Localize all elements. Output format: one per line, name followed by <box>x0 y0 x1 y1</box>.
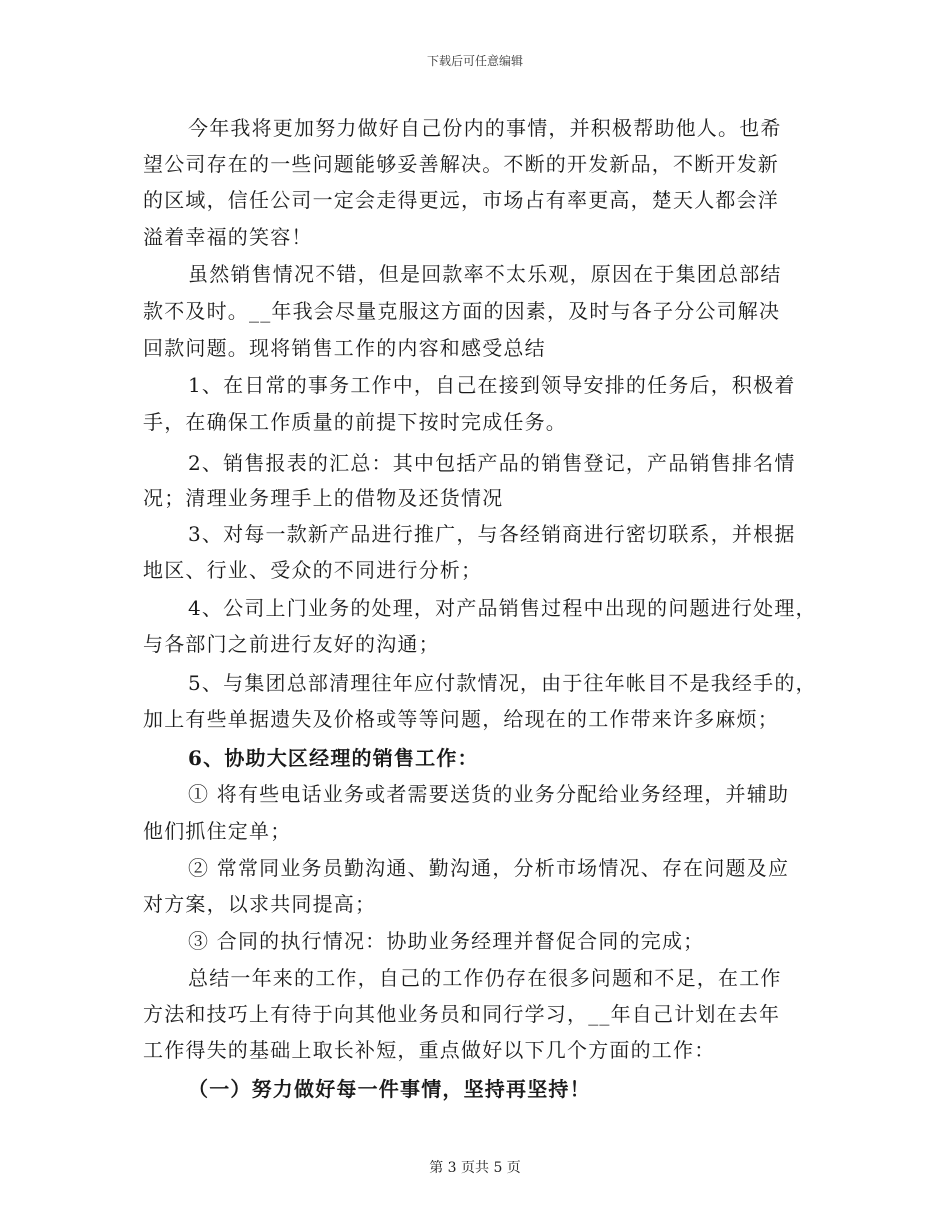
text-line: 手，在确保工作质量的前提下按时完成任务。 <box>143 410 567 434</box>
text-line: 回款问题。现将销售工作的内容和感受总结 <box>143 336 546 360</box>
text-line: 的区域，信任公司一定会走得更远，市场占有率更高，楚天人都会洋 <box>143 188 779 212</box>
text-line: 4、公司上门业务的处理，对产品销售过程中出现的问题进行处理， <box>188 596 817 620</box>
text-line: 今年我将更加努力做好自己份内的事情，并积极帮助他人。也希 <box>188 116 782 140</box>
section-heading: （一）努力做好每一件事情，坚持再坚持！ <box>188 1077 591 1101</box>
text-line: 总结一年来的工作，自己的工作仍存在很多问题和不足，在工作 <box>188 966 782 990</box>
text-line: 对方案，以求共同提高； <box>143 892 377 916</box>
text-line: 2、销售报表的汇总：其中包括产品的销售登记，产品销售排名情 <box>188 451 796 475</box>
text-line: 工作得失的基础上取长补短，重点做好以下几个方面的工作： <box>143 1038 716 1062</box>
page-footer: 第 3 页共 5 页 <box>429 1160 521 1176</box>
text-line: 虽然销售情况不错，但是回款率不太乐观，原因在于集团总部结 <box>188 262 782 286</box>
text-line: 溢着幸福的笑容！ <box>143 225 313 249</box>
section-heading: 6、协助大区经理的销售工作： <box>188 746 479 770</box>
text-line: 3、对每一款新产品进行推广，与各经销商进行密切联系，并根据 <box>188 522 796 546</box>
text-line: ① 将有些电话业务或者需要送货的业务分配给业务经理，并辅助 <box>188 782 790 806</box>
text-line: 方法和技巧上有待于向其他业务员和同行学习，__年自己计划在去年 <box>143 1002 781 1026</box>
text-line: 加上有些单据遗失及价格或等等问题，给现在的工作带来许多麻烦； <box>143 707 779 731</box>
text-line: 他们抓住定单； <box>143 819 292 843</box>
text-line: 地区、行业、受众的不同进行分析； <box>143 558 483 582</box>
text-line: ② 常常同业务员勤沟通、勤沟通，分析市场情况、存在问题及应 <box>188 856 790 880</box>
text-line: 5、与集团总部清理往年应付款情况，由于往年帐目不是我经手的， <box>188 671 817 695</box>
page-header: 下载后可任意编辑 <box>426 54 523 68</box>
text-line: 与各部门之前进行友好的沟通； <box>143 632 440 656</box>
text-line: 1、在日常的事务工作中，自己在接到领导安排的任务后，积极着 <box>188 373 796 397</box>
text-line: ③ 合同的执行情况：协助业务经理并督促合同的完成； <box>188 929 705 953</box>
text-line: 况；清理业务理手上的借物及还货情况 <box>143 486 504 510</box>
text-line: 款不及时。__年我会尽量克服这方面的因素，及时与各子分公司解决 <box>143 299 781 323</box>
text-line: 望公司存在的一些问题能够妥善解决。不断的开发新品，不断开发新 <box>143 152 779 176</box>
